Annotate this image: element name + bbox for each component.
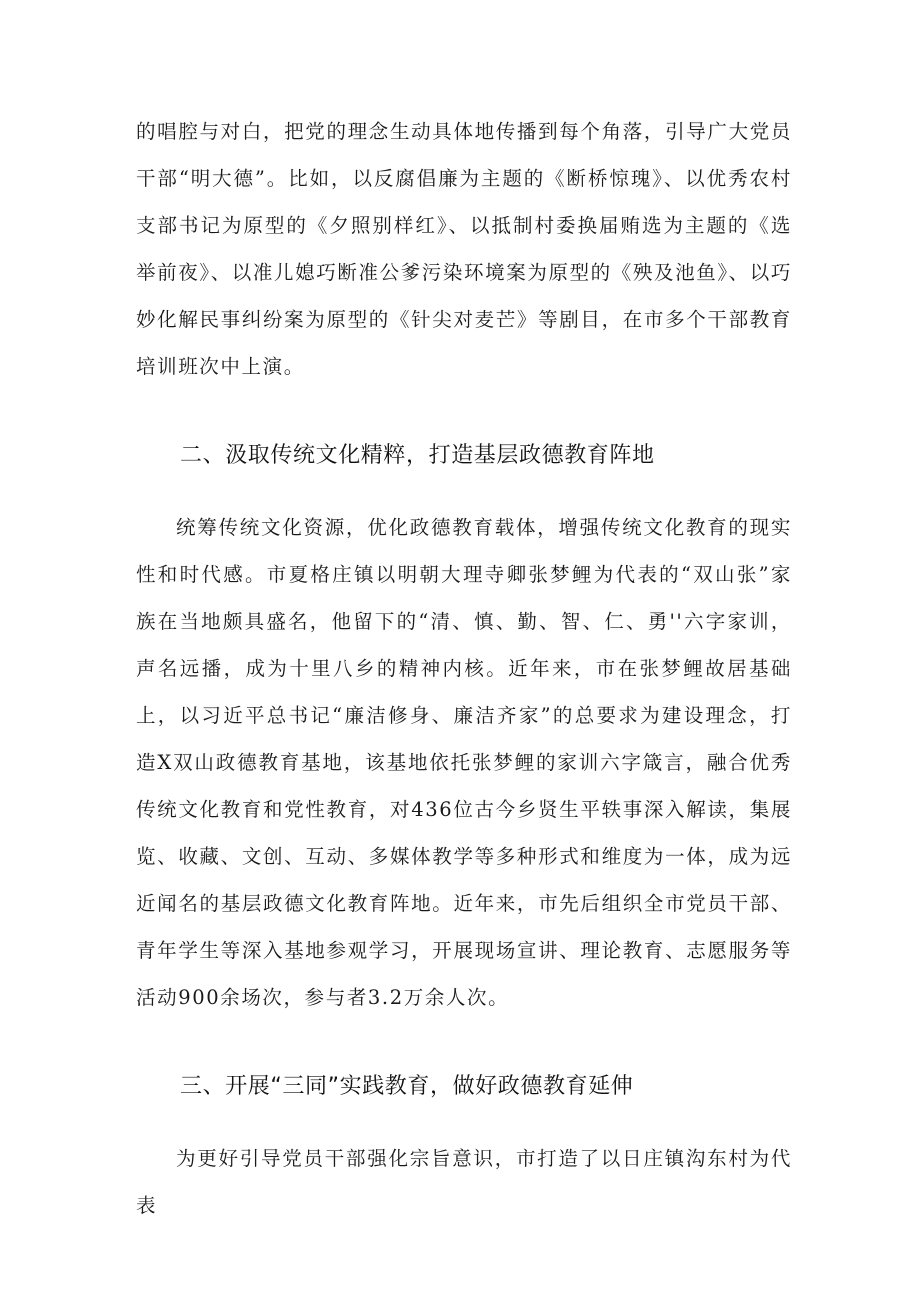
paragraph-continued: 的唱腔与对白，把党的理念生动具体地传播到每个角落，引导广大党员干部“明大德”。比如，以反腐倡廉为主题的《断桥惊瑰》、以优秀农村支部书记为原型的《夕照别样红》、以抵制村委换届贿选为主题的《选举前夜》、以准儿媳巧断准公爹污染环境案为原型的《殃及池鱼》、以巧妙化解民事纠纷案为原型的《针尖对麦芒》等剧目，在市多个干部教育培训班次中上演。 — [136, 120, 792, 378]
paragraph-section-2: 统筹传统文化资源，优化政德教育载体，增强传统文化教育的现实性和时代感。市夏格庄镇以明朝大理寺卿张梦鲤为代表的“双山张”家族在当地颇具盛名，他留下的“清、慎、勤、智、仁、勇''六字家训，声名远播，成为十里八乡的精神内核。近年来，市在张梦鲤故居基础上，以习近平总书记“廉洁修身、廉洁齐家”的总要求为建设理念，打造X双山政德教育基地，该基地依托张梦鲤的家训六字箴言，融合优秀传统文化教育和党性教育，对436位古今乡贤生平轶事深入解读，集展览、收藏、文创、互动、多媒体教学等多种形式和维度为一体，成为远近闻名的基层政德文化教育阵地。近年来，市先后组织全市党员干部、青年学生等深入基地参观学习，开展现场宣讲、理论教育、志愿服务等活动900余场次，参与者3.2万余人次。 — [136, 516, 792, 1009]
section-heading-2: 二、汲取传统文化精粹，打造基层政德教育阵地 — [180, 443, 655, 468]
document-body — [136, 108, 792, 1229]
paragraph-section-3: 为更好引导党员干部强化宗旨意识，市打造了以日庄镇沟东村为代表 — [136, 1147, 792, 1217]
section-heading-3: 三、开展“三同”实践教育，做好政德教育延伸 — [180, 1074, 634, 1099]
